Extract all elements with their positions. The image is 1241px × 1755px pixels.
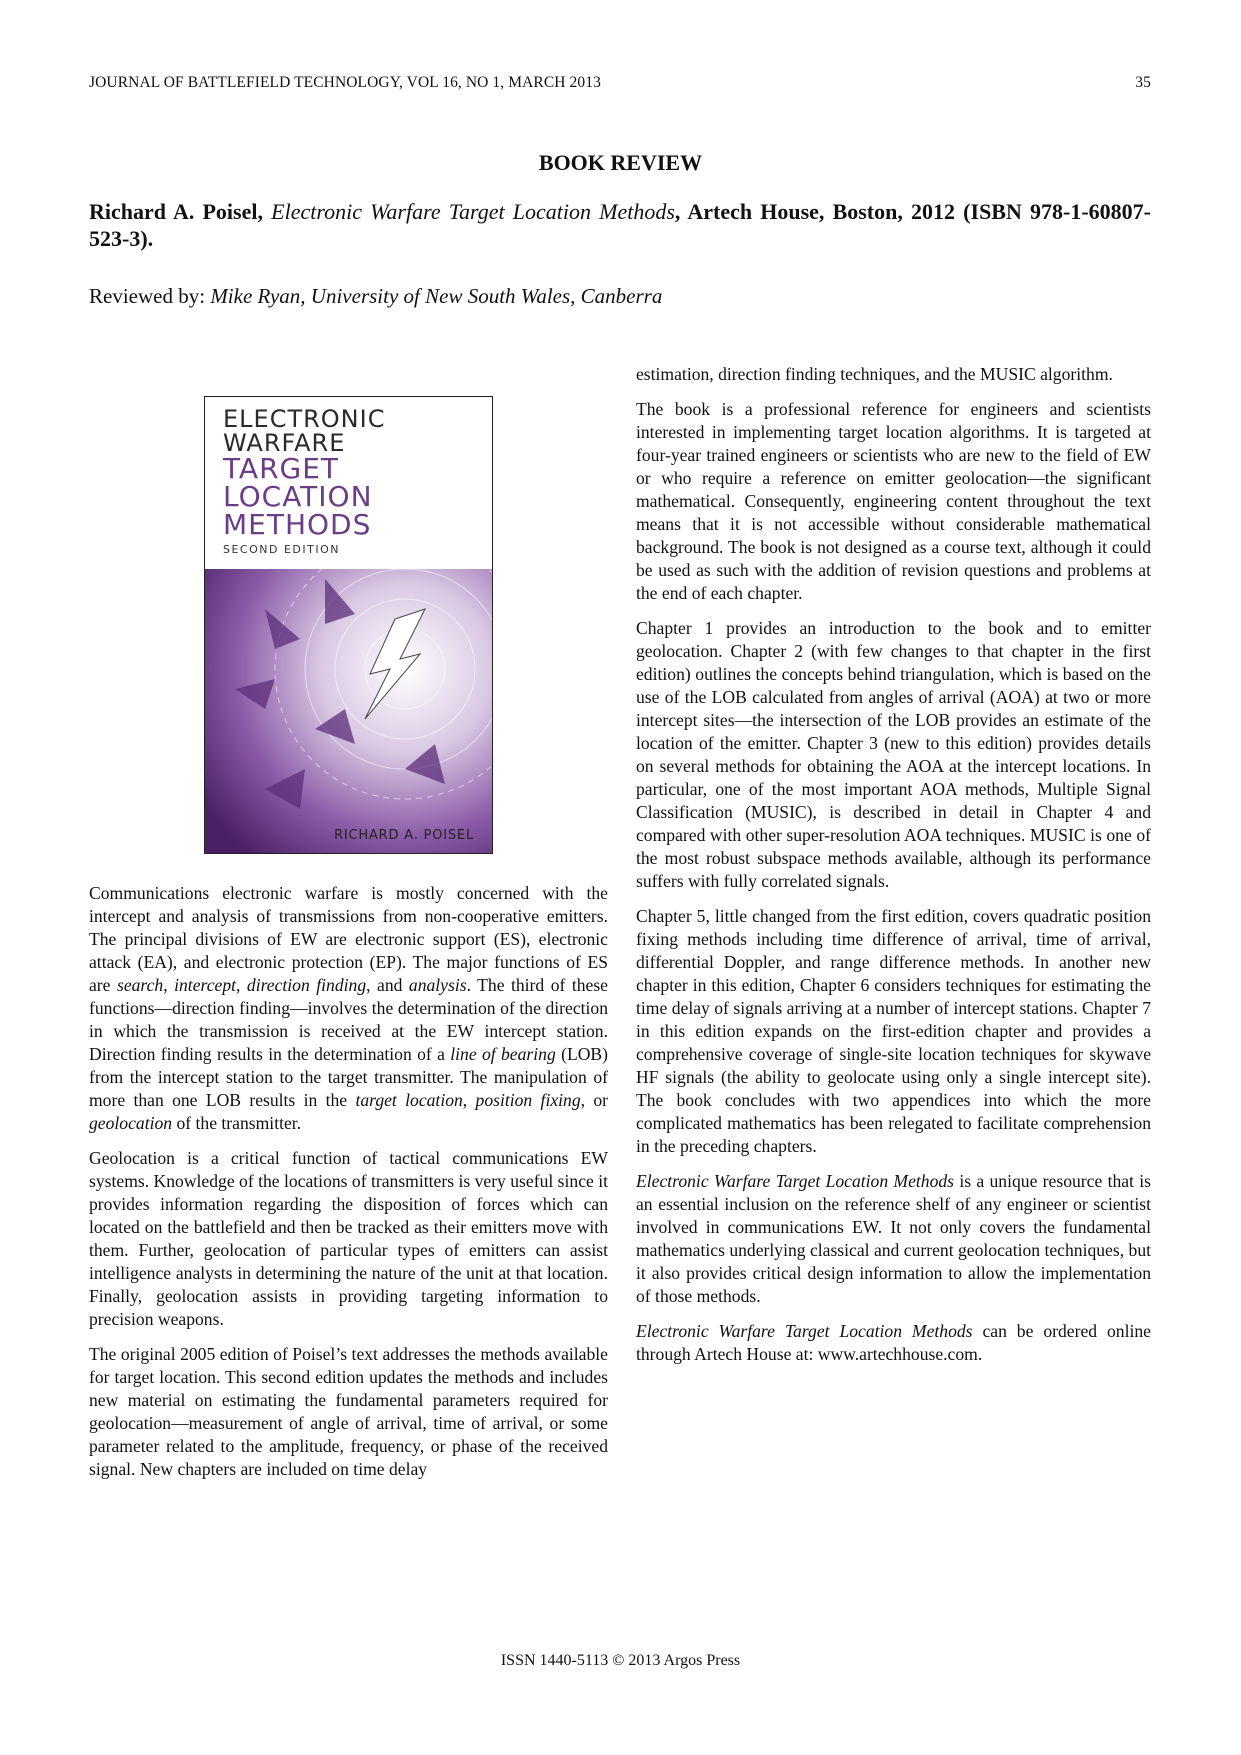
- text-run: ,: [236, 975, 247, 995]
- cover-title-line: METHODS: [223, 508, 372, 541]
- reviewer-label: Reviewed by:: [89, 284, 206, 308]
- page-number: 35: [1135, 74, 1151, 91]
- italic-term: analysis: [408, 975, 467, 995]
- cover-author: RICHARD A. POISEL: [334, 828, 474, 843]
- footer-issn: ISSN 1440-5113 © 2013 Argos Press: [500, 1652, 741, 1669]
- cover-artwork: [205, 569, 492, 853]
- text-run: . The third of these functions—direction finding—involves the determination of the direction in which the transmission is received at the EW intercept station. Direction finding results in the determination of a: [89, 975, 608, 1064]
- body-paragraph: Chapter 5, little changed from the first edition, covers quadratic position fixing methods including time difference of arrival, time of arrival, differential Doppler, and range difference methods. In another new chapter in this edition, Chapter 6 considers techniques for estimating the time delay of signals arriving at a number of intercept stations. Chapter 7 in this edition expands on the first-edition chapter and provides a comprehensive coverage of single-site location techniques for skywave HF signals (the ability to geolocate using only a single intercept site). The book concludes with two appendices into which the more complicated mathematics has been relegated to facilitate comprehension in the preceding chapters.: [636, 906, 1151, 1156]
- body-paragraph: Geolocation is a critical function of tactical communications EW systems. Knowledge of the locations of transmitters is very useful since it provides information regarding the disposition of forces which can located on the battlefield and then be tracked as their emitters move with them. Further, geolocation of particular types of emitters can assist intelligence analysts in determining the nature of the unit at that location. Finally, geolocation assists in providing targeting information to precision weapons.: [89, 1148, 608, 1329]
- book-cover-image: [204, 396, 493, 854]
- running-header: [89, 74, 1151, 92]
- body-paragraph: Chapter 1 provides an introduction to the book and to emitter geolocation. Chapter 2 (with few changes to that chapter in the first edition) outlines the concepts behind triangulation, which is based on the use of the LOB calculated from angles of arrival (AOA) at two or more intercept sites—the intersection of the LOB provides an estimate of the location of the emitter. Chapter 3 (new to this edition) provides details on several methods for obtaining the AOA at the intercept locations. In particular, one of the most important AOA methods, Multiple Signal Classification (MUSIC), is described in detail in Chapter 4 and compared with other super-resolution AOA techniques. MUSIC is one of the most robust subspace methods available, although its performance suffers with fully correlated signals.: [636, 618, 1151, 891]
- italic-term: position fixing: [475, 1090, 581, 1110]
- cover-title: [223, 407, 385, 539]
- reviewer-line: [89, 284, 1151, 309]
- text-run: Communications electronic warfare is mostly concerned with the intercept and analysis of transmissions from non-cooperative emitters. The principal divisions of EW are electronic support (ES), electronic attack (EA), and electronic protection (EP). The major functions of ES are: [89, 883, 608, 995]
- right-column: [636, 363, 1151, 1378]
- text-run: , or: [580, 1090, 609, 1110]
- body-paragraph: The original 2005 edition of Poisel’s text addresses the methods available for target location. This second edition updates the methods and includes new material on estimating the fundamental parameters required for geolocation—measurement of angle of arrival, time of arrival, or some parameter related to the amplitude, frequency, or phase of the received signal. New chapters are included on time delay: [89, 1344, 608, 1479]
- body-paragraph: estimation, direction finding techniques, and the MUSIC algorithm.: [636, 364, 1113, 384]
- section-title: BOOK REVIEW: [538, 150, 703, 175]
- italic-term: direction finding: [246, 975, 367, 995]
- cover-title-line: WARFARE: [223, 429, 346, 457]
- book-citation: [89, 198, 1151, 252]
- italic-term: geolocation: [89, 1113, 173, 1133]
- text-run: of the transmitter.: [172, 1113, 302, 1133]
- text-run: , and: [366, 975, 409, 995]
- cover-edition: SECOND EDITION: [223, 543, 340, 556]
- cover-title-line: LOCATION: [223, 480, 373, 513]
- journal-name: JOURNAL OF BATTLEFIELD TECHNOLOGY, VOL 16, NO 1, MARCH 2013: [89, 74, 601, 91]
- italic-term: target location: [355, 1090, 463, 1110]
- book-title-ref: Electronic Warfare Target Location Methods: [636, 1171, 955, 1191]
- citation-author: Richard A. Poisel,: [89, 199, 263, 224]
- citation-publisher: , Artech House, Boston, 2012 (ISBN 978-1-60807-523-3).: [89, 199, 1151, 251]
- italic-term: line of bearing: [450, 1044, 556, 1064]
- body-paragraph: The book is a professional reference for engineers and scientists interested in implementing target location algorithms. It is targeted at four-year trained engineers or scientists who are new to the field of EW or who require a reference on emitter geolocation—the significant mathematical. Consequently, engineering content throughout the text means that it is not accessible without considerable mathematical background. The book is not designed as a course text, although it could be used as such with the addition of revision questions and problems at the end of each chapter.: [636, 399, 1151, 603]
- body-paragraph: [636, 1170, 1151, 1308]
- left-column: [89, 882, 608, 1493]
- body-paragraph: [89, 882, 608, 1135]
- italic-term: search: [116, 975, 164, 995]
- citation-book-title: Electronic Warfare Target Location Methods: [271, 199, 675, 224]
- italic-term: intercept: [174, 975, 237, 995]
- text-run: can be ordered online through Artech House at: www.artechhouse.com.: [636, 1321, 1151, 1364]
- text-run: ,: [163, 975, 175, 995]
- text-run: ,: [462, 1090, 476, 1110]
- book-title-ref: Electronic Warfare Target Location Methods: [636, 1321, 973, 1341]
- text-run: is a unique resource that is an essential inclusion on the reference shelf of any engineer or scientist involved in communications EW. It not only covers the fundamental mathematics underlying classical and current geolocation techniques, but it also provides critical design information to allow the implementation of those methods.: [636, 1171, 1151, 1306]
- cover-title-line: ELECTRONIC: [223, 405, 386, 433]
- cover-title-line: TARGET: [223, 452, 340, 485]
- text-run: (LOB) from the intercept station to the target transmitter. The manipulation of more than one LOB results in the: [89, 1044, 608, 1110]
- body-paragraph: [636, 1320, 1151, 1366]
- reviewer-name: Mike Ryan, University of New South Wales, Canberra: [210, 284, 663, 308]
